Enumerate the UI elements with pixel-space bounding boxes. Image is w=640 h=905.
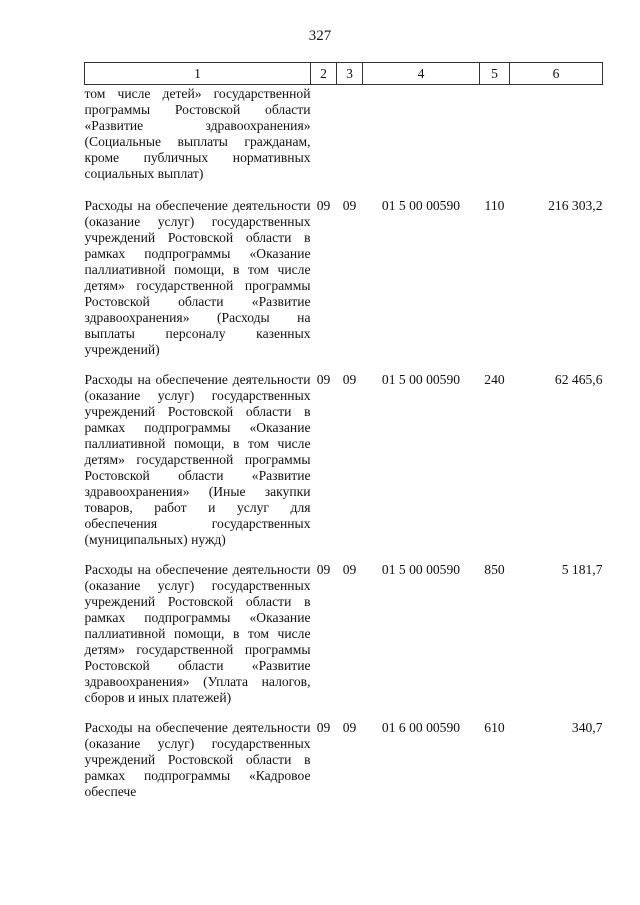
header-col-3: 3 xyxy=(337,63,363,85)
row-description: Расходы на обеспечение деятельности (оказание услуг) государственных учреждений Ростовской области в рамках подпрограммы «Оказание паллиативной помощи, в том числе детям» государственной программы Ростовской области «Развитие здравоохранения» (Расходы на выплаты персоналу казенных учреждений) xyxy=(84,198,311,357)
header-col-6: 6 xyxy=(510,63,603,85)
row-amount: 5 181,7 xyxy=(561,562,603,577)
header-col-4: 4 xyxy=(363,63,480,85)
table-row xyxy=(85,562,603,720)
row-rz: 09 xyxy=(316,720,331,735)
budget-table xyxy=(84,62,603,814)
table-header-row xyxy=(85,63,603,85)
row-description: Расходы на обеспечение деятельности (оказание услуг) государственных учреждений Ростовской области в рамках подпрограммы «Оказание паллиативной помощи, в том числе детям» государственной программы Ростовской области «Развитие здравоохранения» (Иные закупки товаров, работ и услуг для обеспечения государственных (муниципальных) нужд) xyxy=(84,372,311,547)
row-amount: 216 303,2 xyxy=(548,198,603,213)
row-csr: 01 5 00 00590 xyxy=(381,372,461,387)
row-pr: 09 xyxy=(342,562,357,577)
row-csr: 01 5 00 00590 xyxy=(381,562,461,577)
row-rz: 09 xyxy=(316,562,331,577)
row-amount: 340,7 xyxy=(571,720,603,735)
page-number: 327 xyxy=(308,28,332,44)
row-vr: 610 xyxy=(484,720,505,735)
table-row xyxy=(85,198,603,372)
header-col-2: 2 xyxy=(311,63,337,85)
row-vr: 110 xyxy=(484,198,505,213)
row-vr: 240 xyxy=(484,372,505,387)
continuation-row xyxy=(85,85,603,199)
table-row xyxy=(85,372,603,562)
row-pr: 09 xyxy=(342,720,357,735)
row-rz: 09 xyxy=(316,198,331,213)
row-pr: 09 xyxy=(342,198,357,213)
row-description: Расходы на обеспечение деятельности (оказание услуг) государственных учреждений Ростовской области в рамках подпрограммы «Кадровое обеспече xyxy=(84,720,311,799)
header-col-1: 1 xyxy=(85,63,311,85)
row-description: том числе детей» государственной программы Ростовской области «Развитие здравоохранения» (Социальные выплаты гражданам, кроме публичных нормативных социальных выплат) xyxy=(84,86,311,181)
row-csr: 01 5 00 00590 xyxy=(381,198,461,213)
row-amount: 62 465,6 xyxy=(554,372,603,387)
row-csr: 01 6 00 00590 xyxy=(381,720,461,735)
table-row xyxy=(85,720,603,814)
row-description: Расходы на обеспечение деятельности (оказание услуг) государственных учреждений Ростовской области в рамках подпрограммы «Оказание паллиативной помощи, в том числе детям» государственной программы Ростовской области «Развитие здравоохранения» (Уплата налогов, сборов и иных платежей) xyxy=(84,562,311,705)
row-pr: 09 xyxy=(342,372,357,387)
row-vr: 850 xyxy=(484,562,505,577)
row-rz: 09 xyxy=(316,372,331,387)
header-col-5: 5 xyxy=(480,63,510,85)
